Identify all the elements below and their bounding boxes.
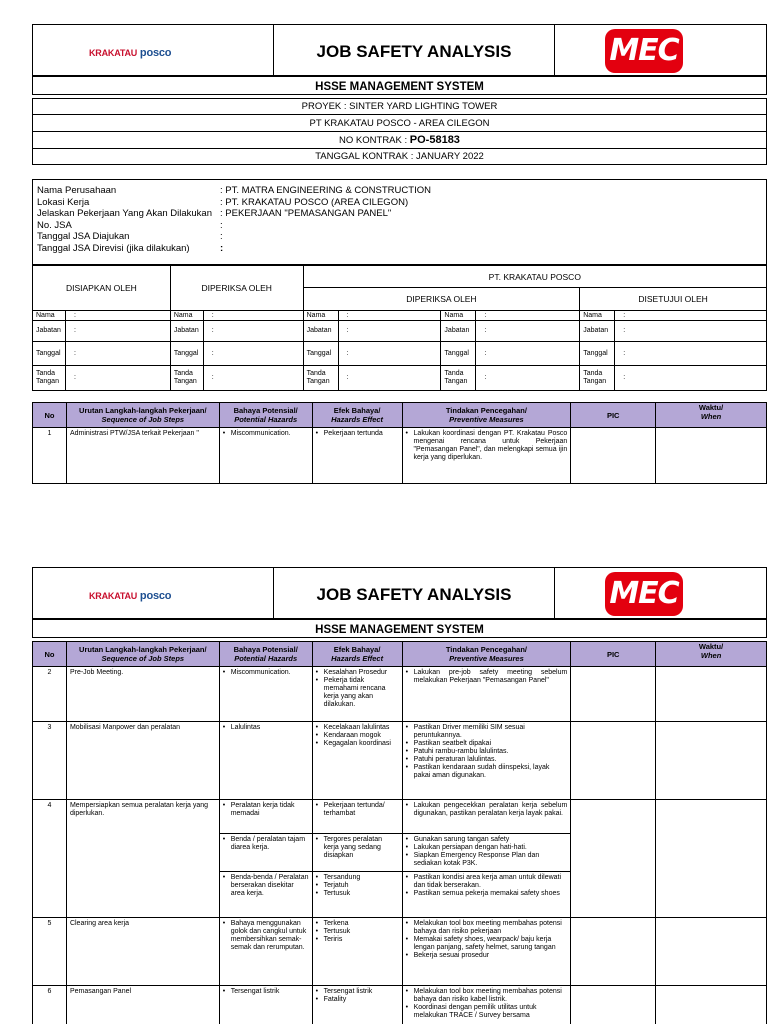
effect-item: • Tertusuk <box>316 890 399 898</box>
company-row <box>37 231 757 243</box>
row-step: Mempersiapkan semua peralatan kerja yang diperlukan. <box>66 800 219 918</box>
row-measures <box>402 986 571 1024</box>
col-measures-en: Preventive Measures <box>449 654 524 663</box>
field-value: : <box>615 366 767 391</box>
table-row <box>33 986 767 1024</box>
row-hazards <box>219 834 312 872</box>
row-step: Administrasi PTW/JSA terkait Pekerjaan " <box>66 428 219 484</box>
row-effects <box>312 918 402 986</box>
col-pic: PIC <box>571 642 656 667</box>
field-value: : <box>203 366 303 391</box>
effect-item: • Terkena <box>316 920 399 928</box>
company-row <box>37 197 757 209</box>
measure-item: • Siapkan Emergency Response Plan dan sediakan kotak P3K. <box>406 852 568 868</box>
col-effect-en: Hazards Effect <box>331 654 384 663</box>
company-label: Jelaskan Pekerjaan Yang Akan Dilakukan <box>37 208 212 219</box>
field-label: Jabatan <box>441 321 476 342</box>
measure-item: • Lakukan pengecekkan peralatan kerja sebelum digunakan, pastikan peralatan kerja layak pakai. <box>406 802 568 818</box>
company-label: Tanggal JSA Direvisi (jika dilakukan) <box>37 242 190 254</box>
row-no: 3 <box>33 722 67 800</box>
row-no: 2 <box>33 667 67 722</box>
row-hazards <box>219 667 312 722</box>
kontrak-value: PO-58183 <box>409 134 460 146</box>
effect-item: • Pekerja tidak memahami rencana kerja yang akan dilakukan. <box>316 677 399 709</box>
client-checked-header: DIPERIKSA OLEH <box>303 288 580 311</box>
field-label: Tanggal <box>33 342 66 366</box>
company-info <box>32 179 767 265</box>
row-hazards <box>219 872 312 918</box>
measure-item: • Pastikan Driver memiliki SIM sesuai peruntukannya. <box>406 724 568 740</box>
row-step: Pre-Job Meeting. <box>66 667 219 722</box>
kontrak-label: NO KONTRAK : <box>339 135 408 146</box>
col-when-en: When <box>700 651 722 660</box>
row-effects <box>312 667 402 722</box>
proyek: PROYEK : SINTER YARD LIGHTING TOWER <box>33 99 766 115</box>
effect-item: • Tertusuk <box>316 928 399 936</box>
col-when <box>656 403 767 428</box>
field-value: : <box>615 321 767 342</box>
col-pic: PIC <box>571 403 656 428</box>
krakatau-posco-logo <box>89 586 229 604</box>
row-effects <box>312 986 402 1024</box>
client-approved-header: DISETUJUI OLEH <box>580 288 767 311</box>
field-label: Jabatan <box>33 321 66 342</box>
row-effects <box>312 800 402 834</box>
col-measures-label: Tindakan Pencegahan/ <box>445 645 527 654</box>
row-when <box>656 428 767 484</box>
col-measures <box>402 403 571 428</box>
col-steps-en: Sequence of Job Steps <box>101 415 185 424</box>
col-when-label: Waktu/ <box>698 642 724 651</box>
measure-item: • Patuhi rambu-rambu lalulintas. <box>406 748 568 756</box>
col-measures-en: Preventive Measures <box>449 415 524 424</box>
row-no: 6 <box>33 986 67 1024</box>
row-hazards <box>219 918 312 986</box>
col-when-label: Waktu/ <box>698 403 724 412</box>
effect-item: • Pekerjaan tertunda <box>316 430 399 438</box>
col-hazards <box>219 403 312 428</box>
row-effects <box>312 428 402 484</box>
prepared-by-header: DISIAPKAN OLEH <box>33 266 171 311</box>
field-label: Tanda Tangan <box>170 366 203 391</box>
field-label: Jabatan <box>170 321 203 342</box>
col-effect-label: Efek Bahaya/ <box>333 406 381 415</box>
field-value: : <box>203 311 303 321</box>
company-row <box>37 185 757 197</box>
col-no: No <box>33 403 67 428</box>
field-value: : <box>338 311 441 321</box>
row-measures <box>402 722 571 800</box>
table-row <box>33 667 767 722</box>
page1-header <box>32 24 767 76</box>
company-value: : <box>220 242 224 254</box>
subtitle-bar <box>32 619 767 638</box>
field-value: : <box>65 366 170 391</box>
row-step: Pemasangan Panel <box>66 986 219 1024</box>
measure-item: • Pastikan kendaraan sudah diinspeksi, layak pakai aman digunakan. <box>406 764 568 780</box>
measure-item: • Bekerja sesuai prosedur <box>406 952 568 960</box>
kontrak <box>33 132 766 149</box>
hazard-item: • Lalulintas <box>223 724 309 732</box>
tanggal-kontrak: TANGGAL KONTRAK : JANUARY 2022 <box>315 151 484 162</box>
field-label: Tanggal <box>441 342 476 366</box>
page2-header <box>32 567 767 619</box>
field-value: : <box>65 342 170 366</box>
field-label: Tanda Tangan <box>441 366 476 391</box>
measure-item: • Patuhi peraturan lalulintas. <box>406 756 568 764</box>
checked-by-header: DIPERIKSA OLEH <box>170 266 303 311</box>
effect-item: • Pekerjaan tertunda/ terhambat <box>316 802 399 818</box>
table-row <box>33 800 767 834</box>
col-steps-label: Urutan Langkah-langkah Pekerjaan/ <box>79 406 207 415</box>
measure-item: • Lakukan persiapan dengan hati-hati. <box>406 844 568 852</box>
company-value: : <box>220 219 223 231</box>
row-when <box>656 918 767 986</box>
field-label: Tanggal <box>580 342 615 366</box>
logo-second: posco <box>139 47 172 59</box>
effect-item: • Terjatuh <box>316 882 399 890</box>
subtitle: HSSE MANAGEMENT SYSTEM <box>315 81 484 93</box>
mec-logo-text: MEC <box>609 576 679 611</box>
col-when <box>656 642 767 667</box>
area: PT KRAKATAU POSCO - AREA CILEGON <box>33 115 766 132</box>
measure-item: • Koordinasi dengan pemilik utilitas untuk melakukan TRACE / Survey bersama <box>406 1004 568 1020</box>
row-measures <box>402 872 571 918</box>
col-hazards <box>219 642 312 667</box>
client-header: PT. KRAKATAU POSCO <box>303 266 766 288</box>
effect-item: • Kecelakaan lalulintas <box>316 724 399 732</box>
row-hazards <box>219 428 312 484</box>
row-effects <box>312 722 402 800</box>
effect-item: • Kegagalan koordinasi <box>316 740 399 748</box>
mec-logo-text: MEC <box>609 33 679 68</box>
field-label: Nama <box>33 311 66 321</box>
subtitle: HSSE MANAGEMENT SYSTEM <box>315 624 484 636</box>
row-measures <box>402 834 571 872</box>
row-pic <box>571 722 656 800</box>
row-effects <box>312 834 402 872</box>
row-no: 5 <box>33 918 67 986</box>
row-pic <box>571 918 656 986</box>
row-when <box>656 800 767 918</box>
measure-item: • Pastikan kondisi area kerja aman untuk dilewati dan tidak berserakan. <box>406 874 568 890</box>
jsa-table-page2 <box>32 641 767 1024</box>
row-pic <box>571 667 656 722</box>
field-label: Tanda Tangan <box>33 366 66 391</box>
company-value: : PT. MATRA ENGINEERING & CONSTRUCTION <box>220 185 431 196</box>
page-title: JOB SAFETY ANALYSIS <box>316 42 512 61</box>
field-label: Tanda Tangan <box>303 366 338 391</box>
row-when <box>656 667 767 722</box>
hazard-item: • Benda-benda / Peralatan berserakan disekitar area kerja. <box>223 874 309 898</box>
company-label: Tanggal JSA Diajukan <box>37 231 130 242</box>
hazard-item: • Benda / peralatan tajam diarea kerja. <box>223 836 309 852</box>
col-steps <box>66 403 219 428</box>
field-label: Nama <box>170 311 203 321</box>
col-effect <box>312 403 402 428</box>
effect-item: • Fatality <box>316 996 399 1004</box>
col-hazards-en: Potential Hazards <box>234 415 298 424</box>
field-label: Nama <box>441 311 476 321</box>
col-effect-label: Efek Bahaya/ <box>333 645 381 654</box>
measure-item: • Lakukan koordinasi dengan PT. Krakatau Posco mengenai rencana untuk Pekerjaan "Pemasangan Panel", dan melengkapi semua ijin kerja yang diperlukan. <box>406 430 568 462</box>
col-hazards-label: Bahaya Potensial/ <box>233 645 298 654</box>
col-effect <box>312 642 402 667</box>
row-step: Mobilisasi Manpower dan peralatan <box>66 722 219 800</box>
measure-item: • Pastikan seatbelt dipakai <box>406 740 568 748</box>
row-no: 4 <box>33 800 67 918</box>
col-steps-label: Urutan Langkah-langkah Pekerjaan/ <box>79 645 207 654</box>
row-measures <box>402 428 571 484</box>
company-label: No. JSA <box>37 219 72 231</box>
krakatau-posco-logo <box>89 43 229 61</box>
measure-item: • Melakukan tool box meeting membahas potensi bahaya dan risiko kabel listrik. <box>406 988 568 1004</box>
company-value: : PT. KRAKATAU POSCO (AREA CILEGON) <box>220 196 409 208</box>
field-value: : <box>203 321 303 342</box>
row-step: Clearing area kerja <box>66 918 219 986</box>
col-steps <box>66 642 219 667</box>
approval-table <box>32 265 767 391</box>
field-value: : <box>476 311 580 321</box>
col-measures-label: Tindakan Pencegahan/ <box>445 406 527 415</box>
subtitle-bar <box>32 76 767 95</box>
field-value: : <box>338 321 441 342</box>
col-no: No <box>33 642 67 667</box>
row-pic <box>571 428 656 484</box>
company-row <box>37 220 757 232</box>
measure-item: • Gunakan sarung tangan safety <box>406 836 568 844</box>
effect-item: • Tergores peralatan kerja yang sedang disiapkan <box>316 836 399 860</box>
field-label: Tanggal <box>303 342 338 366</box>
col-steps-en: Sequence of Job Steps <box>101 654 185 663</box>
hazard-item: • Miscommunication. <box>223 430 309 438</box>
table-row <box>33 428 767 484</box>
table-row <box>33 722 767 800</box>
field-value: : <box>476 342 580 366</box>
measure-item: • Memakai safety shoes, wearpack/ baju kerja lengan panjang, safety helmet, sarung tangan <box>406 936 568 952</box>
hazard-item: • Miscommunication. <box>223 669 309 677</box>
mec-logo <box>605 29 683 73</box>
hazard-item: • Peralatan kerja tidak memadai <box>223 802 309 818</box>
col-measures <box>402 642 571 667</box>
row-hazards <box>219 800 312 834</box>
field-label: Nama <box>303 311 338 321</box>
row-no: 1 <box>33 428 67 484</box>
field-label: Jabatan <box>303 321 338 342</box>
field-value: : <box>203 342 303 366</box>
row-pic <box>571 800 656 918</box>
measure-item: • Melakukan tool box meeting membahas potensi bahaya dan risiko pekerjaan <box>406 920 568 936</box>
col-hazards-label: Bahaya Potensial/ <box>233 406 298 415</box>
row-effects <box>312 872 402 918</box>
effect-item: • Kesalahan Prosedur <box>316 669 399 677</box>
company-row <box>37 243 757 255</box>
logo-first: KRAKATAU <box>89 48 138 58</box>
col-effect-en: Hazards Effect <box>331 415 384 424</box>
row-hazards <box>219 722 312 800</box>
field-value: : <box>65 321 170 342</box>
effect-item: • Kendaraan mogok <box>316 732 399 740</box>
jsa-table-page1 <box>32 402 767 484</box>
row-measures <box>402 800 571 834</box>
field-label: Tanggal <box>170 342 203 366</box>
field-value: : <box>65 311 170 321</box>
company-value: : <box>220 231 223 242</box>
field-value: : <box>476 366 580 391</box>
logo-first: KRAKATAU <box>89 591 138 601</box>
project-info <box>32 98 767 165</box>
row-when <box>656 986 767 1024</box>
company-value: : PEKERJAAN "PEMASANGAN PANEL" <box>220 208 392 219</box>
field-value: : <box>615 311 767 321</box>
row-when <box>656 722 767 800</box>
row-hazards <box>219 986 312 1024</box>
measure-item: • Pastikan semua pekerja memakai safety shoes <box>406 890 568 898</box>
row-measures <box>402 667 571 722</box>
company-label: Nama Perusahaan <box>37 185 117 196</box>
mec-logo <box>605 572 683 616</box>
field-label: Jabatan <box>580 321 615 342</box>
company-label: Lokasi Kerja <box>37 196 90 208</box>
hazard-item: • Tersengat listrik <box>223 988 309 996</box>
row-measures <box>402 918 571 986</box>
effect-item: • Tersandung <box>316 874 399 882</box>
field-label: Nama <box>580 311 615 321</box>
field-value: : <box>615 342 767 366</box>
measure-item: • Lakukan pre-job safety meeting sebelum melakukan Pekerjaan "Pemasangan Panel" <box>406 669 568 685</box>
field-value: : <box>338 366 441 391</box>
company-row <box>37 208 757 220</box>
row-pic <box>571 986 656 1024</box>
page-title: JOB SAFETY ANALYSIS <box>316 585 512 604</box>
col-hazards-en: Potential Hazards <box>234 654 298 663</box>
effect-item: • Tersengat listrik <box>316 988 399 996</box>
field-value: : <box>338 342 441 366</box>
effect-item: • Teriris <box>316 936 399 944</box>
field-label: Tanda Tangan <box>580 366 615 391</box>
table-row <box>33 918 767 986</box>
logo-second: posco <box>139 590 172 602</box>
field-value: : <box>476 321 580 342</box>
hazard-item: • Bahaya menggunakan golok dan cangkul untuk membersihkan semak-semak dan rerumputan. <box>223 920 309 952</box>
col-when-en: When <box>700 412 722 421</box>
